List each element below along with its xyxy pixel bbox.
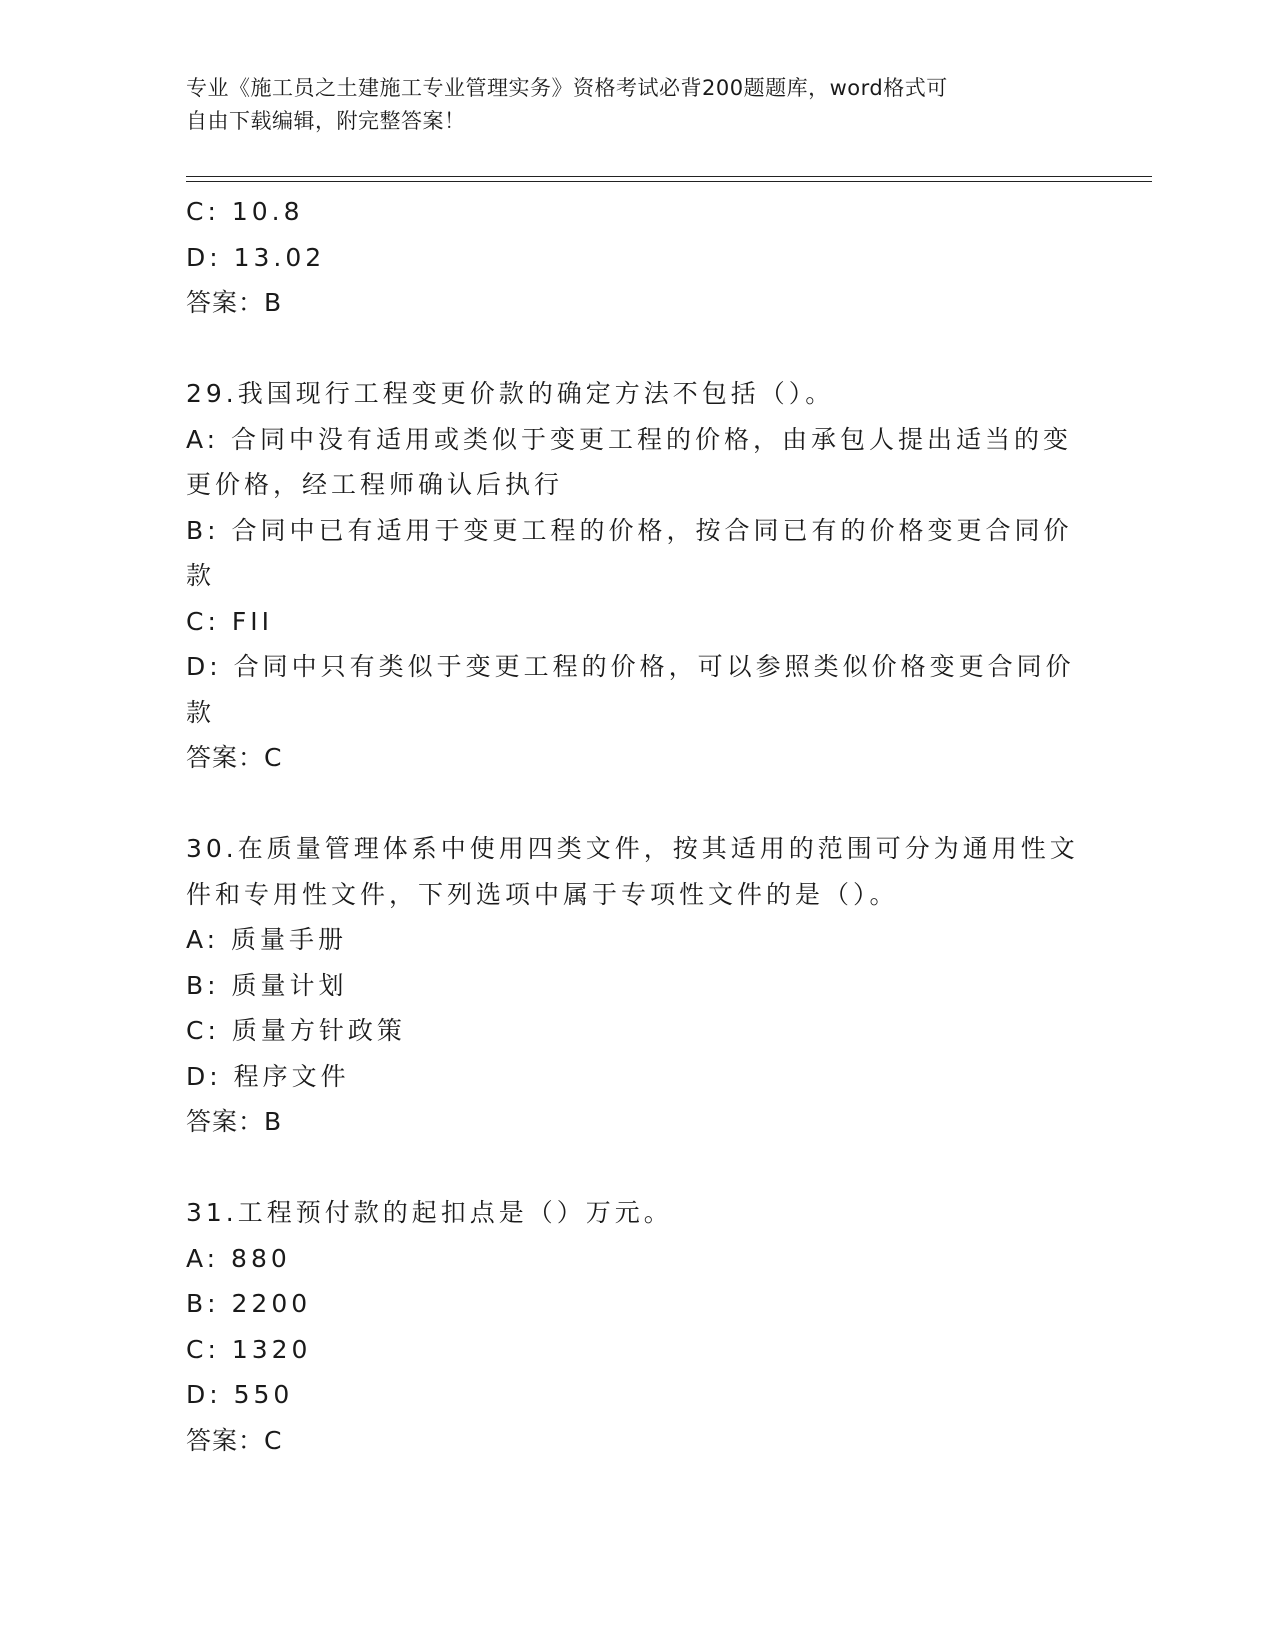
- q30-question-line-1: 30.在质量管理体系中使用四类文件，按其适用的范围可分为通用性文: [186, 834, 1079, 863]
- q31-question: 31.工程预付款的起扣点是（）万元。: [186, 1198, 673, 1227]
- q29-question: 29.我国现行工程变更价款的确定方法不包括（）。: [186, 379, 835, 408]
- q30-option-d: D: 程序文件: [186, 1061, 350, 1091]
- q30-option-b: B: 质量计划: [186, 970, 348, 1000]
- q28-answer: 答案：B: [186, 288, 283, 317]
- q31-option-d: D: 550: [186, 1380, 294, 1409]
- q29-option-d-line-2: 款: [186, 697, 216, 727]
- q29-option-b-line-2: 款: [186, 561, 216, 590]
- q29-option-c: C: FII: [186, 606, 273, 636]
- q29-answer: 答案：C: [186, 743, 283, 772]
- q31-option-b: B: 2200: [186, 1289, 312, 1318]
- document-header: [186, 72, 1066, 138]
- q31-option-a: A: 880: [186, 1243, 291, 1273]
- header-line-2: 自由下载编辑，附完整答案！: [186, 109, 466, 133]
- spacer: [186, 326, 1086, 372]
- q29-option-b-line-1: B: 合同中已有适用于变更工程的价格，按合同已有的价格变更合同价: [186, 515, 1073, 545]
- q30-question-line-2: 件和专用性文件，下列选项中属于专项性文件的是（）。: [186, 879, 899, 909]
- q28-option-d: D: 13.02: [186, 242, 326, 272]
- q30-option-a: A: 质量手册: [186, 925, 348, 954]
- q29-option-d-line-1: D: 合同中只有类似于变更工程的价格，可以参照类似价格变更合同价: [186, 652, 1075, 681]
- spacer: [186, 781, 1086, 827]
- q31-answer: 答案：C: [186, 1425, 283, 1455]
- q28-option-c: C: 10.8: [186, 197, 304, 226]
- header-line-1: 专业《施工员之土建施工专业管理实务》资格考试必背200题题库，word格式可: [186, 76, 948, 100]
- header-divider-top: [186, 176, 1152, 177]
- q29-option-a-line-2: 更价格，经工程师确认后执行: [186, 470, 564, 499]
- header-divider-bottom: [186, 181, 1152, 182]
- q30-answer: 答案：B: [186, 1107, 283, 1136]
- q31-option-c: C: 1320: [186, 1334, 312, 1364]
- q30-option-c: C: 质量方针政策: [186, 1016, 406, 1045]
- q29-option-a-line-1: A: 合同中没有适用或类似于变更工程的价格，由承包人提出适当的变: [186, 424, 1073, 454]
- question-list: [186, 189, 1086, 1463]
- spacer: [186, 1145, 1086, 1191]
